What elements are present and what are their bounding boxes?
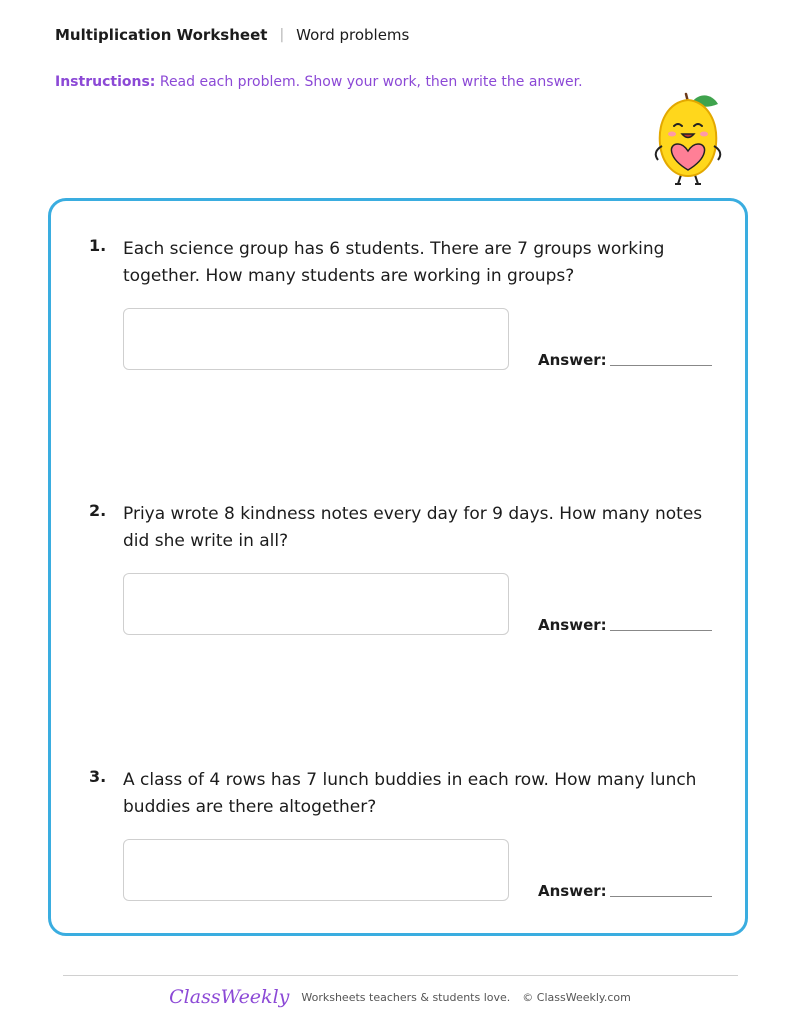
footer	[0, 986, 800, 1008]
answer-label: Answer:	[538, 351, 607, 369]
answer-line[interactable]	[610, 365, 712, 366]
problem-number: 3.	[89, 767, 107, 786]
problem-number: 2.	[89, 501, 107, 520]
footer-copyright: © ClassWeekly.com	[522, 990, 631, 1004]
problem-text: A class of 4 rows has 7 lunch buddies in each row. How many lunch buddies are there altogether?	[123, 770, 697, 817]
work-box[interactable]	[123, 308, 509, 370]
work-box[interactable]	[123, 839, 509, 901]
answer-line[interactable]	[610, 896, 712, 897]
problems-card	[48, 198, 748, 936]
work-box[interactable]	[123, 573, 509, 635]
problem-text: Each science group has 6 students. There are 7 groups working together. How many students are working in groups?	[123, 239, 665, 286]
lemon-holding-heart-icon	[648, 88, 728, 188]
footer-tagline: Worksheets teachers & students love.	[301, 990, 511, 1004]
header-separator: |	[279, 27, 285, 43]
worksheet-subtitle: Word problems	[296, 26, 410, 44]
brand-logo: ClassWeekly	[169, 986, 290, 1008]
instructions	[55, 74, 583, 90]
worksheet-header	[55, 26, 409, 44]
instructions-label: Instructions:	[55, 74, 156, 90]
answer-label: Answer:	[538, 616, 607, 634]
problem-number: 1.	[89, 236, 107, 255]
worksheet-title: Multiplication Worksheet	[55, 26, 268, 44]
answer-label: Answer:	[538, 882, 607, 900]
instructions-text: Read each problem. Show your work, then write the answer.	[159, 74, 583, 90]
problem-text: Priya wrote 8 kindness notes every day for 9 days. How many notes did she write in all?	[123, 504, 703, 551]
footer-divider	[63, 975, 738, 976]
answer-line[interactable]	[610, 630, 712, 631]
